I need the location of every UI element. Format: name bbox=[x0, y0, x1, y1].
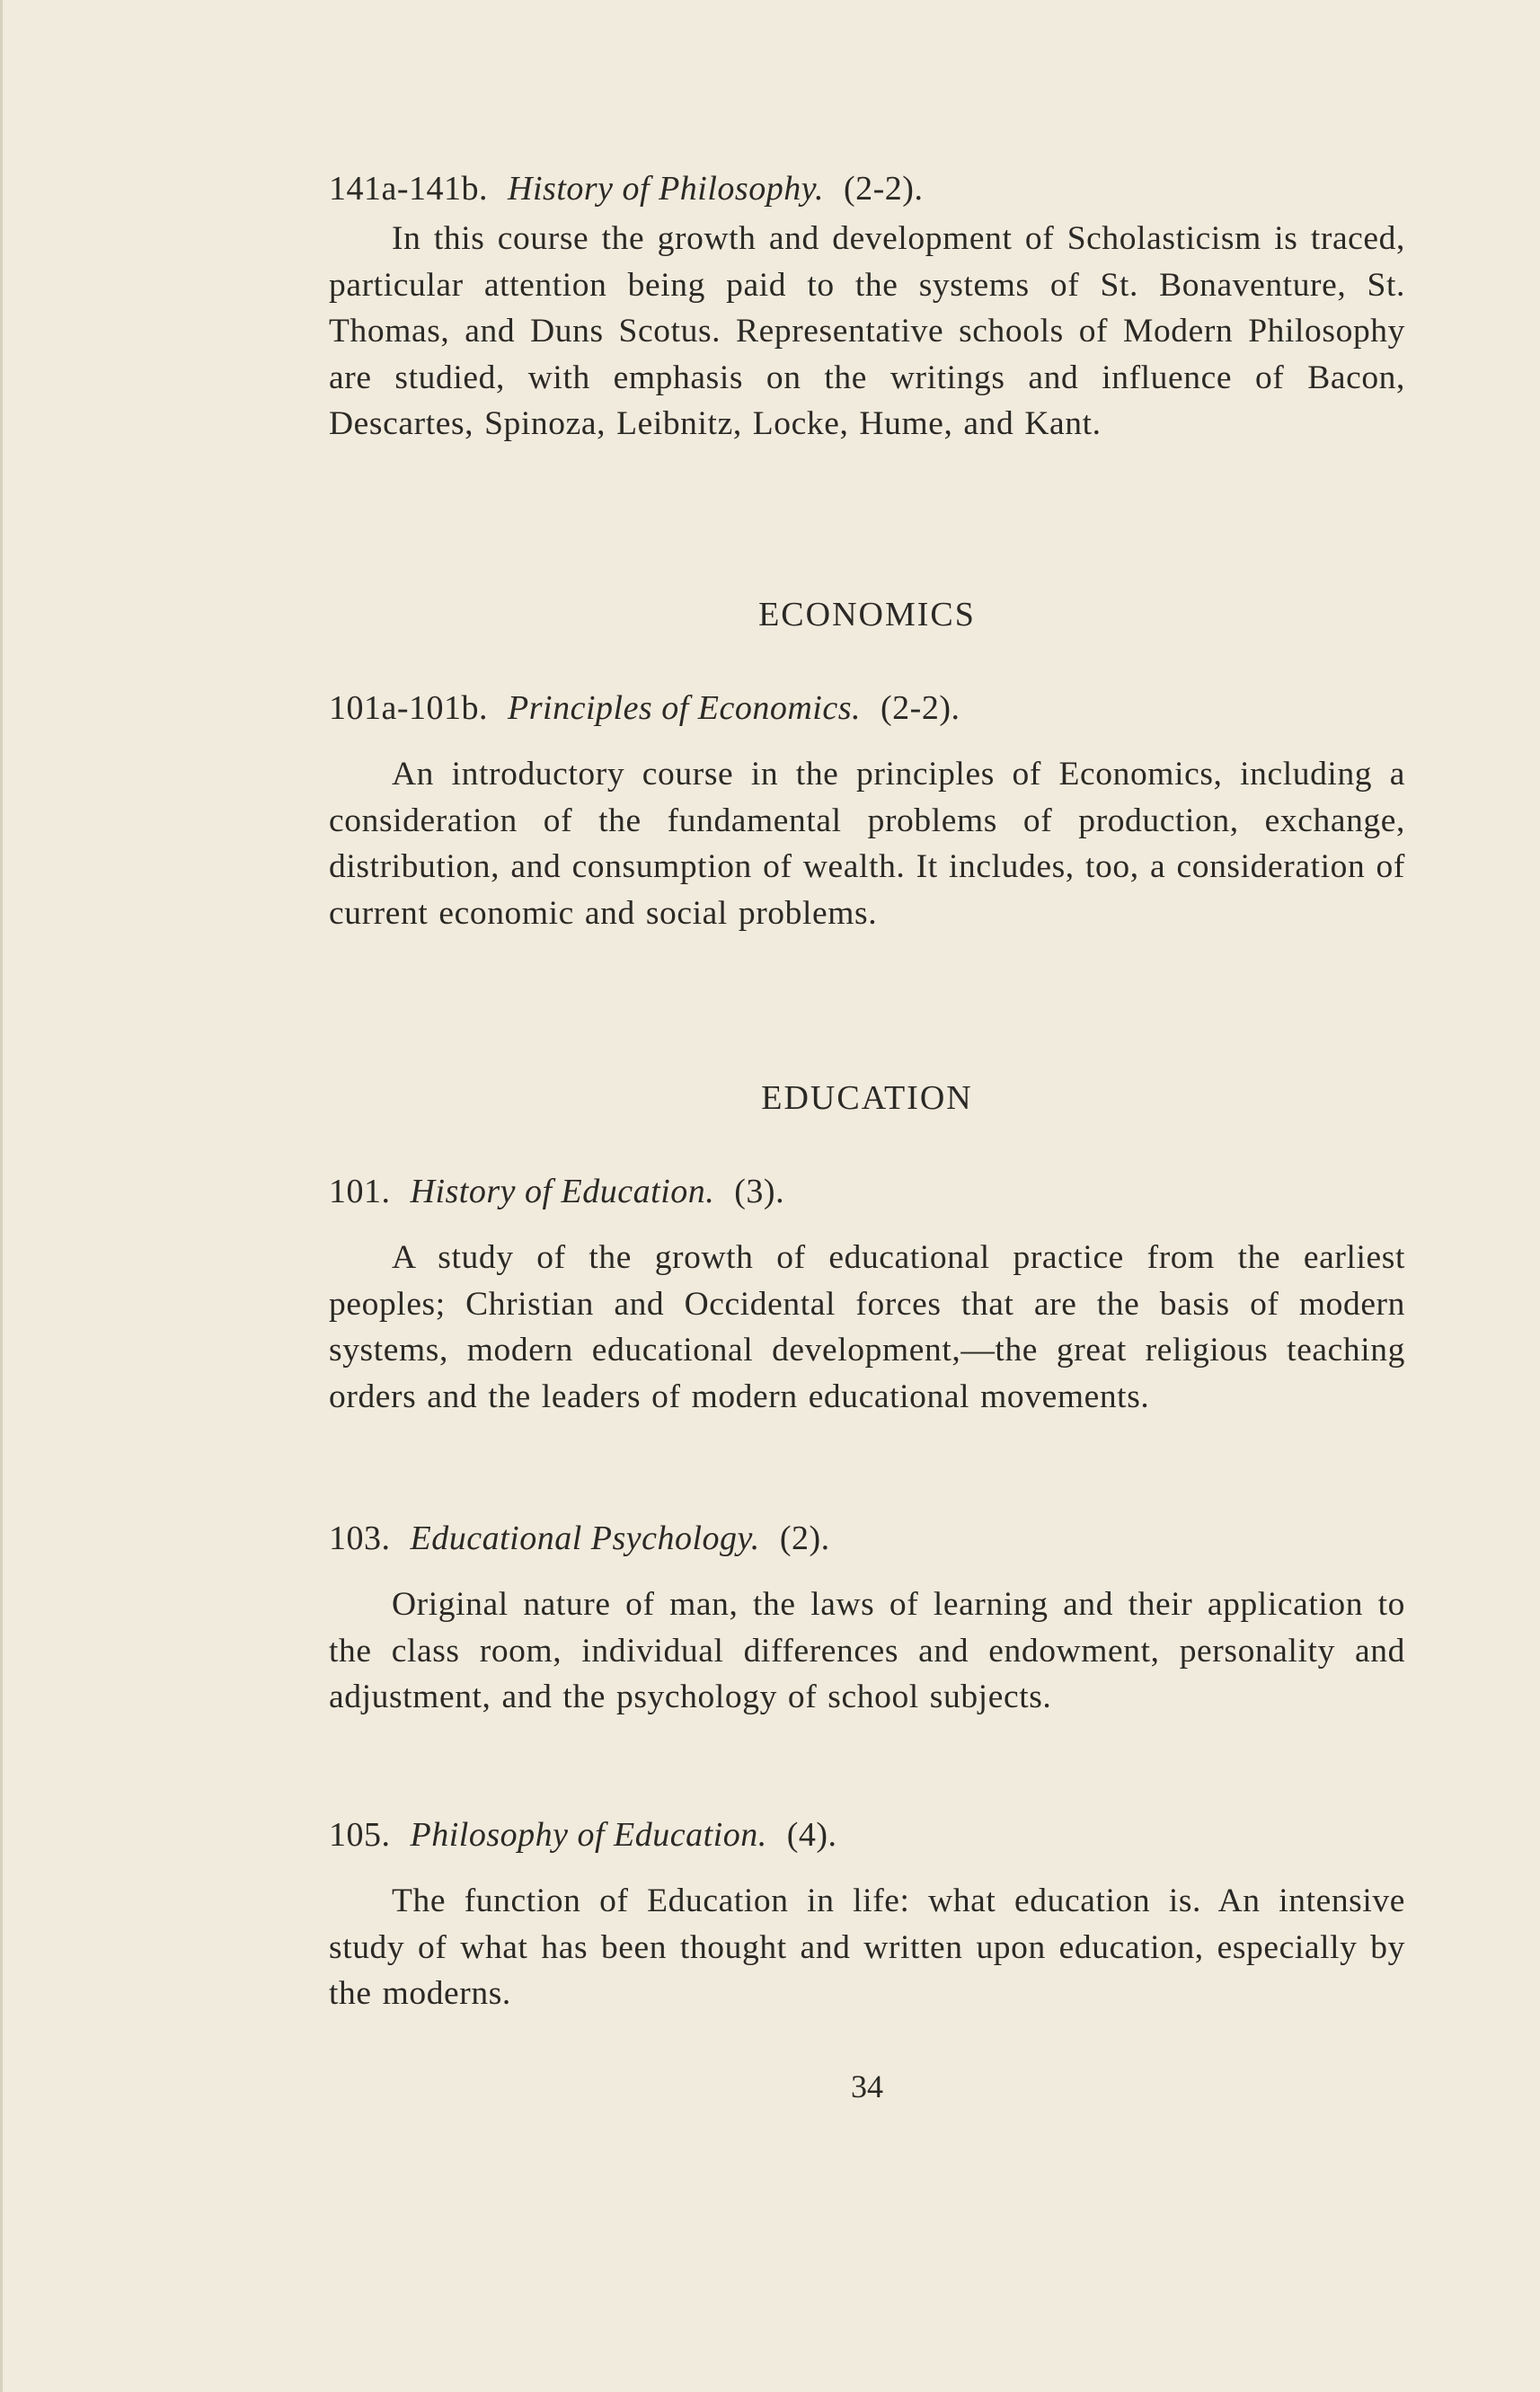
course-heading-educational-psychology bbox=[329, 1519, 830, 1558]
course-credits: (3). bbox=[734, 1173, 785, 1210]
page-edge bbox=[0, 0, 3, 2392]
course-title: Principles of Economics. bbox=[508, 689, 862, 727]
course-number: 103. bbox=[329, 1519, 391, 1557]
course-description-philosophy-of-education: The function of Education in life: what education is. An intensive study of what has been thought and written upon education, especially by the moderns. bbox=[329, 1883, 1405, 2012]
section-heading-economics: ECONOMICS bbox=[758, 596, 976, 633]
course-description-history-of-education: A study of the growth of educational practice from the earliest peoples; Christian and Occidental forces that are the basis of modern systems, modern educational development,—the great religious teaching orders and the leaders of modern educational movements. bbox=[329, 1239, 1405, 1415]
course-number: 105. bbox=[329, 1816, 391, 1854]
course-heading-history-of-education bbox=[329, 1172, 784, 1211]
course-heading-principles-of-economics bbox=[329, 688, 960, 728]
course-description-history-of-philosophy: In this course the growth and development of Scholasticism is traced, particular attention being paid to the systems of St. Bonaventure, St. Thomas, and Duns Scotus. Representative schools of Modern Philosophy are studied, with emphasis on the writings and influence of Bacon, Descartes, Spinoza, Leibnitz, Locke, Hume, and Kant. bbox=[329, 220, 1405, 442]
course-title: History of Education. bbox=[410, 1173, 715, 1210]
course-title: Educational Psychology. bbox=[410, 1519, 760, 1557]
course-description-educational-psychology: Original nature of man, the laws of learning and their application to the class room, individual differences and endowment, personality and adjustment, and the psychology of school subjects. bbox=[329, 1586, 1405, 1715]
course-credits: (2-2). bbox=[881, 689, 960, 727]
course-credits: (4). bbox=[786, 1816, 837, 1854]
course-heading-philosophy-of-education bbox=[329, 1815, 837, 1855]
course-number: 141a-141b. bbox=[329, 170, 489, 208]
course-number: 101. bbox=[329, 1173, 391, 1210]
course-title: Philosophy of Education. bbox=[410, 1816, 767, 1854]
course-description-principles-of-economics: An introductory course in the principles of Economics, including a consideration of the fundamental problems of production, exchange, distribution, and consumption of wealth. It includes, too, a consideration of current economic and social problems. bbox=[329, 756, 1405, 932]
course-credits: (2). bbox=[779, 1519, 830, 1557]
course-heading-history-of-philosophy bbox=[329, 169, 923, 208]
page-number: 34 bbox=[851, 2069, 883, 2104]
course-title: History of Philosophy. bbox=[508, 170, 824, 208]
course-credits: (2-2). bbox=[843, 170, 924, 208]
course-number: 101a-101b. bbox=[329, 689, 489, 727]
section-heading-education: EDUCATION bbox=[761, 1079, 973, 1117]
